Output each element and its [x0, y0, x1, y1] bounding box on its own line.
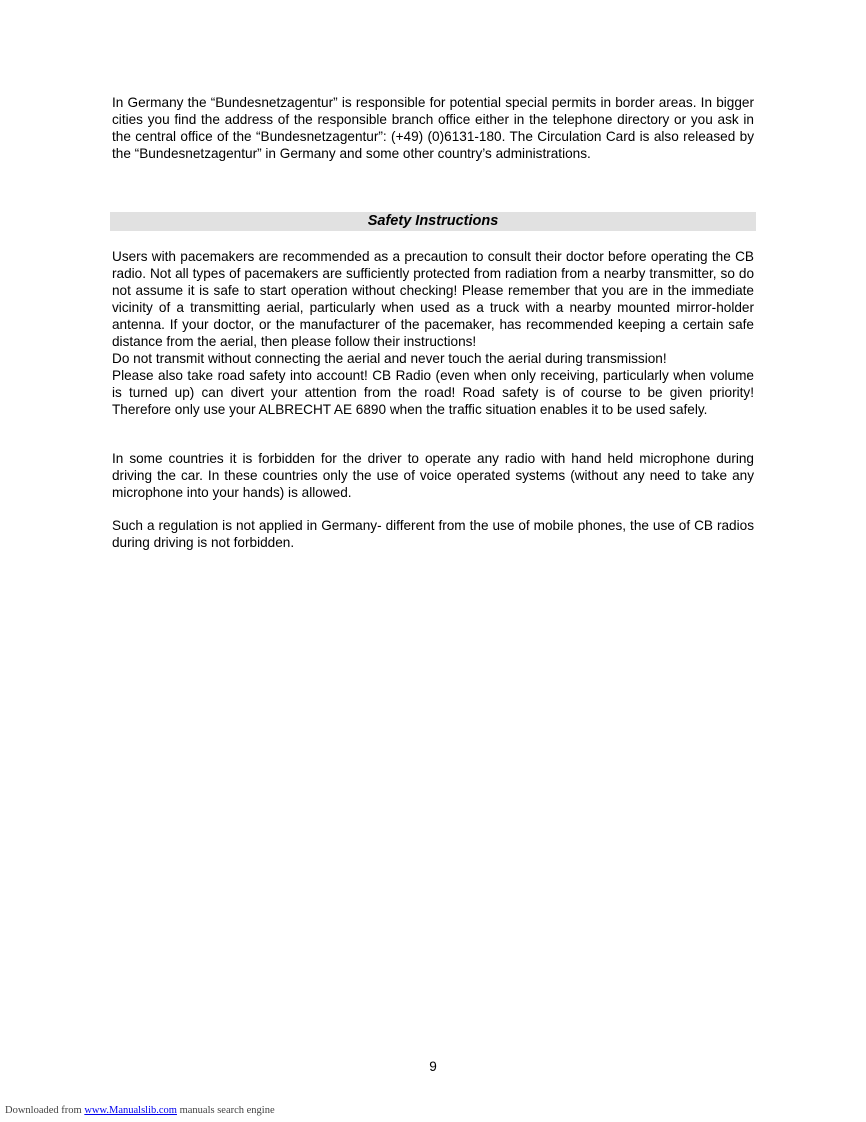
intro-paragraph: In Germany the “Bundesnetzagentur” is responsible for potential special permits in border areas. In bigger cities you find the address of the responsible branch office either in the telephone directory or you ask in the central office of the “Bundesnetzagentur”: (+49) (0)6131-180. The Circulation Card is also released by the “Bundesnetzagentur” in Germany and some other country’s administrations.: [112, 95, 754, 161]
road-safety-text: Please also take road safety into account! CB Radio (even when only receiving, particularly when volume is turned up) can divert your attention from the road! Road safety is of course to be given priority! Therefore only use your ALBRECHT AE 6890 when the traffic situation enables it to be used safely.: [112, 368, 754, 417]
section-title: Safety Instructions: [367, 213, 499, 229]
manualslib-link[interactable]: www.Manualslib.com: [84, 1105, 177, 1116]
download-footer: [5, 1104, 275, 1117]
safety-paragraph: [112, 248, 754, 418]
page-number: 9: [429, 1059, 437, 1074]
aerial-warning-text: Do not transmit without connecting the aerial and never touch the aerial during transmission!: [112, 351, 667, 366]
microphone-regulation-paragraph: In some countries it is forbidden for the driver to operate any radio with hand held microphone during driving the car. In these countries only the use of voice operated systems (without any need to take any microphone into your hands) is allowed.: [112, 451, 754, 500]
germany-regulation-paragraph: Such a regulation is not applied in Germany- different from the use of mobile phones, the use of CB radios during driving is not forbidden.: [112, 518, 754, 550]
section-header-bar: [110, 212, 756, 231]
pacemaker-text: Users with pacemakers are recommended as a precaution to consult their doctor before operating the CB radio. Not all types of pacemakers are sufficiently protected from radiation from a nearby transmitter, so do not assume it is safe to start operation without checking! Please remember that you are in the immediate vicinity of a transmitting aerial, particularly when used as a truck with a nearby mounted mirror-holder antenna. If your doctor, or the manufacturer of the pacemaker, has recommended keeping a certain safe distance from the aerial, then please follow their instructions!: [112, 249, 754, 349]
footer-prefix: Downloaded from: [5, 1105, 85, 1116]
footer-suffix: manuals search engine: [176, 1105, 275, 1116]
